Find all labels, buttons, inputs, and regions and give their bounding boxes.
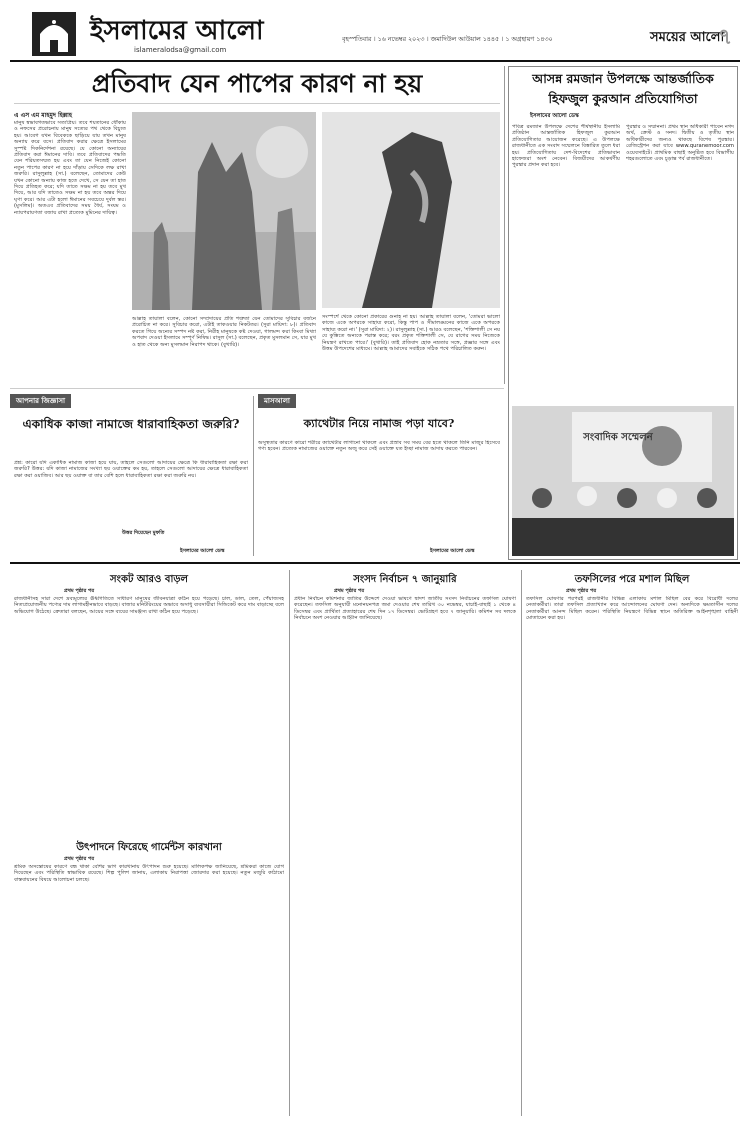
qa-divider bbox=[253, 396, 254, 556]
competition-headline-1: আসন্ন রমজান উপলক্ষে আন্তর্জাতিক bbox=[532, 71, 714, 86]
lead-col2: আল্লাহ তায়ালা বলেন, কোনো সম্প্রদায়ের প্রতি শত্রুতা যেন তোমাদের সুবিচার বর্জনে প্ররোচিত না করে। সুবিচার করো, এটাই তাকওয়ার নিকটতর। (সুরা মায়িদা: ৮)। প্রতিবাদ করতে গিয়ে অন্যের সম্পদ নষ্ট করা, নিরীহ মানুষকে কষ্ট দেওয়া, গালমন্দ করা কিংবা মিথ্যা অপবাদ দেওয়া ইসলামে সম্পূর্ণ নিষিদ্ধ। রাসুল (সা.) বলেছেন, প্রকৃত মুসলমান সে, যার মুখ ও হাত থেকে অন্য মুসলমান নিরাপদ থাকে। (বুখারি)। bbox=[132, 316, 316, 348]
story-3-continued: প্রথম পৃষ্ঠার পর bbox=[333, 588, 365, 594]
story-4-text: তফসিল ঘোষণার পরপরই রাজধানীর বিভিন্ন এলাকায় মশাল মিছিল বের করে বিরোধী দলের নেতাকর্মীরা। তারা তফসিল প্রত্যাখ্যান করে আন্দোলনের ঘোষণা দেন। অন্যদিকে ক্ষমতাসীন দলের নেতাকর্মীরা আনন্দ মিছিল করেন। পরিস্থিতি নিয়ন্ত্রণে বিভিন্ন স্থানে অতিরিক্ত আইনশৃঙ্খলা বাহিনী মোতায়েন করা হয়। bbox=[526, 596, 738, 622]
qa-tab: আপনার জিজ্ঞাসা bbox=[10, 394, 71, 408]
press-conference-photo bbox=[512, 406, 734, 556]
competition-col1: পবিত্র রমজান উপলক্ষে দেশের শীর্ষস্থানীয় ইসলামি প্রতিষ্ঠান আন্তর্জাতিক হিফজুল কুরআন প্রতিযোগিতার আয়োজন করেছে। এ উপলক্ষে রাজধানীতে এক সংবাদ সম্মেলনে বিস্তারিত তুলে ধরা হয়। প্রতিযোগিতায় দেশ-বিদেশের প্রতিভাবান হাফেজরা অংশ নেবেন। বিজয়ীদের আকর্ষণীয় পুরস্কার প্রদান করা হবে। bbox=[512, 124, 620, 169]
competition-byline: ইসলামের আলো ডেস্ক bbox=[530, 113, 579, 119]
lead-photo-ruins bbox=[132, 112, 316, 310]
qa-credit: ইসলামের আলো ডেস্ক bbox=[180, 548, 225, 554]
masthead bbox=[10, 8, 740, 60]
qa-answer: প্রশ্ন: কারো যদি একাধিক নামাজ কাজা হয়ে যায়, তাহলে সেগুলো আদায়ের ক্ষেত্রে কি ধারাবাহিকতা রক্ষা করা জরুরি? উত্তর: যদি কাজা নামাজের সংখ্যা ছয় ওয়াক্তের কম হয়, তাহলে সেগুলো আদায়ের ক্ষেত্রে ধারাবাহিকতা রক্ষা করা ওয়াজিব। আর ছয় ওয়াক্ত বা তার বেশি হলে ধারাবাহিকতা রক্ষা করা জরুরি নয়। bbox=[14, 460, 248, 479]
paper-name: সময়ের আলো bbox=[650, 30, 725, 45]
masala-question: ক্যাথেটার নিয়ে নামাজ পড়া যাবে? bbox=[303, 417, 455, 430]
masthead-rule bbox=[10, 60, 740, 62]
lead-col3: সংস্পর্শে থেকে কোনো প্রকারের গুনাহ না হয়। আল্লাহ তায়ালা বলেন, 'তোমরা ভালো কাজে একে অপরকে সাহায্য করো, কিন্তু পাপ ও সীমালঙ্ঘনের কাজে একে অপরকে সাহায্য করো না।' (সুরা মায়িদা: ২)। রাসুলুল্লাহ (সা.) আরও বলেছেন, 'শক্তিশালী সে নয় যে কুস্তিতে অন্যকে পরাস্ত করে; বরং প্রকৃত শক্তিশালী সে, যে রাগের সময় নিজেকে নিয়ন্ত্রণ রাখতে পারে।' (বুখারি)। তাই প্রতিবাদ হোক নম্রতার সঙ্গে, প্রজ্ঞার সঙ্গে এবং উত্তম উপদেশের মাধ্যমে। আল্লাহ আমাদের সবাইকে সঠিক পথে পরিচালিত করুন। bbox=[322, 314, 500, 353]
page-number: ৭ bbox=[718, 25, 733, 50]
lead-byline: এ এস এম মাহমুদ হিল্লাহ bbox=[14, 112, 73, 119]
qa-question: একাধিক কাজা নামাজে ধারাবাহিকতা জরুরি? bbox=[22, 417, 240, 431]
mosque-logo-icon bbox=[32, 12, 76, 56]
press-banner-text: সংবাদিক সম্মেলন bbox=[583, 432, 653, 443]
masthead-email: islameralodsa@gmail.com bbox=[134, 46, 227, 54]
lead-divider bbox=[504, 66, 505, 384]
section-bottom-rule bbox=[10, 562, 740, 564]
bottom-divider-2 bbox=[521, 570, 522, 1116]
story-1-continued: প্রথম পৃষ্ঠার পর bbox=[63, 588, 95, 594]
lead-col1: মানুষ স্বভাবগতভাবে সত্যপ্রিয়। তবে শয়তানের ধোঁকায় ও নফসের প্ররোচনায় মানুষ সত্যের পথ থেকে বিচ্যুত হয়। আবেগ যখন বিবেককে ছাড়িয়ে যায় তখন মানুষ অন্যায় করে বসে। প্রতিবাদ করার ক্ষেত্রে ইসলামের সুস্পষ্ট দিকনির্দেশনা রয়েছে। যে কোনো অন্যায়ের প্রতিবাদ করা ঈমানের দাবি। তবে প্রতিবাদের পদ্ধতি যেন শরিয়তসম্মত হয় এবং তা যেন নিজেই কোনো নতুন পাপের কারণ না হয়ে দাঁড়ায় সেদিকে লক্ষ রাখা জরুরি। রাসুলুল্লাহ (সা.) বলেছেন, তোমাদের কেউ যখন কোনো অন্যায় কাজ হতে দেখে, সে যেন তা হাত দিয়ে প্রতিহত করে; যদি তাতে সক্ষম না হয় তবে মুখ দিয়ে, আর যদি তাতেও সক্ষম না হয় তবে অন্তর দিয়ে ঘৃণা করে। আর এটা হলো ঈমানের সবচেয়ে দুর্বল স্তর। (মুসলিম)। অতএব প্রতিবাদের সময় ধৈর্য, সংযম ও ন্যায়পরায়ণতা বজায় রাখা প্রত্যেক মুমিনের দায়িত্ব। bbox=[14, 120, 126, 216]
masala-credit: ইসলামের আলো ডেস্ক bbox=[430, 548, 475, 554]
story-4-continued: প্রথম পৃষ্ঠার পর bbox=[565, 588, 597, 594]
competition-headline-2: হিফজুল কুরআন প্রতিযোগিতা bbox=[548, 91, 698, 106]
story-2-text: শ্রমিক অসন্তোষের কারণে বন্ধ থাকা বেশির ভাগ কারখানায় উৎপাদন শুরু হয়েছে। মালিকপক্ষ জানিয়েছে, শ্রমিকরা কাজে যোগ দিয়েছেন এবং পরিস্থিতি স্বাভাবিক রয়েছে। শিল্প পুলিশ জানায়, এলাকায় নিরাপত্তা জোরদার করা হয়েছে। নতুন মজুরি কাঠামো বাস্তবায়নের বিষয়ে আলোচনা চলছে। bbox=[14, 864, 284, 883]
masala-tab: মাসআলা bbox=[258, 394, 296, 408]
story-1-text: রাজধানীসহ সারা দেশে দ্রব্যমূল্যের ঊর্ধ্বগতিতে সাধারণ মানুষের জীবনযাত্রা কঠিন হয়ে পড়েছে। চাল, ডাল, তেল, পেঁয়াজসহ নিত্যপ্রয়োজনীয় পণ্যের দাম লাগামহীনভাবে বাড়ছে। বাজার মনিটরিংয়ের অভাবে অসাধু ব্যবসায়ীরা সিন্ডিকেট করে দাম বাড়াচ্ছে বলে অভিযোগ উঠেছে। ক্রেতারা বলছেন, আয়ের সঙ্গে ব্যয়ের সামঞ্জস্য রাখা কঠিন হয়ে পড়েছে। bbox=[14, 596, 284, 615]
masthead-dateline: বৃহস্পতিবার । ১৬ নভেম্বর ২০২৩ । জমাদিউল আউয়াল ১৪৪৫ । ১ অগ্রহায়ণ ১৪৩০ bbox=[342, 36, 553, 43]
lead-headline: প্রতিবাদ যেন পাপের কারণ না হয় bbox=[14, 66, 500, 104]
story-4-headline: তফসিলের পরে মশাল মিছিল bbox=[574, 574, 690, 585]
ruins-illustration bbox=[132, 112, 316, 310]
qa-answered-by: উত্তর দিয়েছেন মুফতি bbox=[122, 530, 165, 536]
qa-top-rule bbox=[10, 388, 504, 389]
story-2-headline: উৎপাদনে ফিরেছে গার্মেন্টস কারখানা bbox=[76, 842, 222, 853]
story-3-text: প্রধান নির্বাচন কমিশনার জাতির উদ্দেশে দেওয়া ভাষণে দ্বাদশ জাতীয় সংসদ নির্বাচনের তফসিল ঘোষণা করেছেন। তফসিল অনুযায়ী মনোনয়নপত্র জমা দেওয়ার শেষ তারিখ ৩০ নভেম্বর, যাচাই-বাছাই ১ থেকে ৪ ডিসেম্বর এবং প্রার্থিতা প্রত্যাহারের শেষ দিন ১৭ ডিসেম্বর। ভোটগ্রহণ হবে ৭ জানুয়ারি। কমিশন সব দলকে নির্বাচনে অংশ নেওয়ার আহ্বান জানিয়েছে। bbox=[294, 596, 516, 622]
masala-answer: অসুস্থতার কারণে কারো শরীরে ক্যাথেটার লাগানো থাকলে এবং প্রস্রাব সব সময় বের হতে থাকলে তিনি মাজুর হিসেবে গণ্য হবেন। প্রত্যেক নামাজের ওয়াক্তে নতুন অজু করে সেই ওয়াক্তে যত ইচ্ছা নামাজ আদায় করতে পারবেন। bbox=[258, 440, 500, 453]
story-2-continued: প্রথম পৃষ্ঠার পর bbox=[63, 856, 95, 862]
raised-fist-illustration bbox=[322, 112, 500, 308]
competition-col2: পুরস্কার ও সম্মাননা। প্রথম স্থান অধিকারী পাবেন নগদ অর্থ, ক্রেস্ট ও সনদ। দ্বিতীয় ও তৃতীয় স্থান অধিকারীদের জন্যও থাকছে বিশেষ পুরস্কার। রেজিস্ট্রেশন করা যাবে www.quranemoor.com ওয়েবসাইটে। প্রাথমিক বাছাই অনুষ্ঠিত হবে বিভাগীয় শহরগুলোতে এবং চূড়ান্ত পর্ব রাজধানীতে। bbox=[626, 124, 734, 163]
story-1-headline: সংকট আরও বাড়ল bbox=[110, 574, 188, 585]
story-3-headline: সংসদ নির্বাচন ৭ জানুয়ারি bbox=[353, 574, 457, 585]
lead-photo-hand bbox=[322, 112, 500, 308]
masthead-logo-text: ইসলামের আলো bbox=[90, 16, 264, 46]
bottom-divider-1 bbox=[289, 570, 290, 1116]
press-conference-image bbox=[512, 406, 734, 556]
